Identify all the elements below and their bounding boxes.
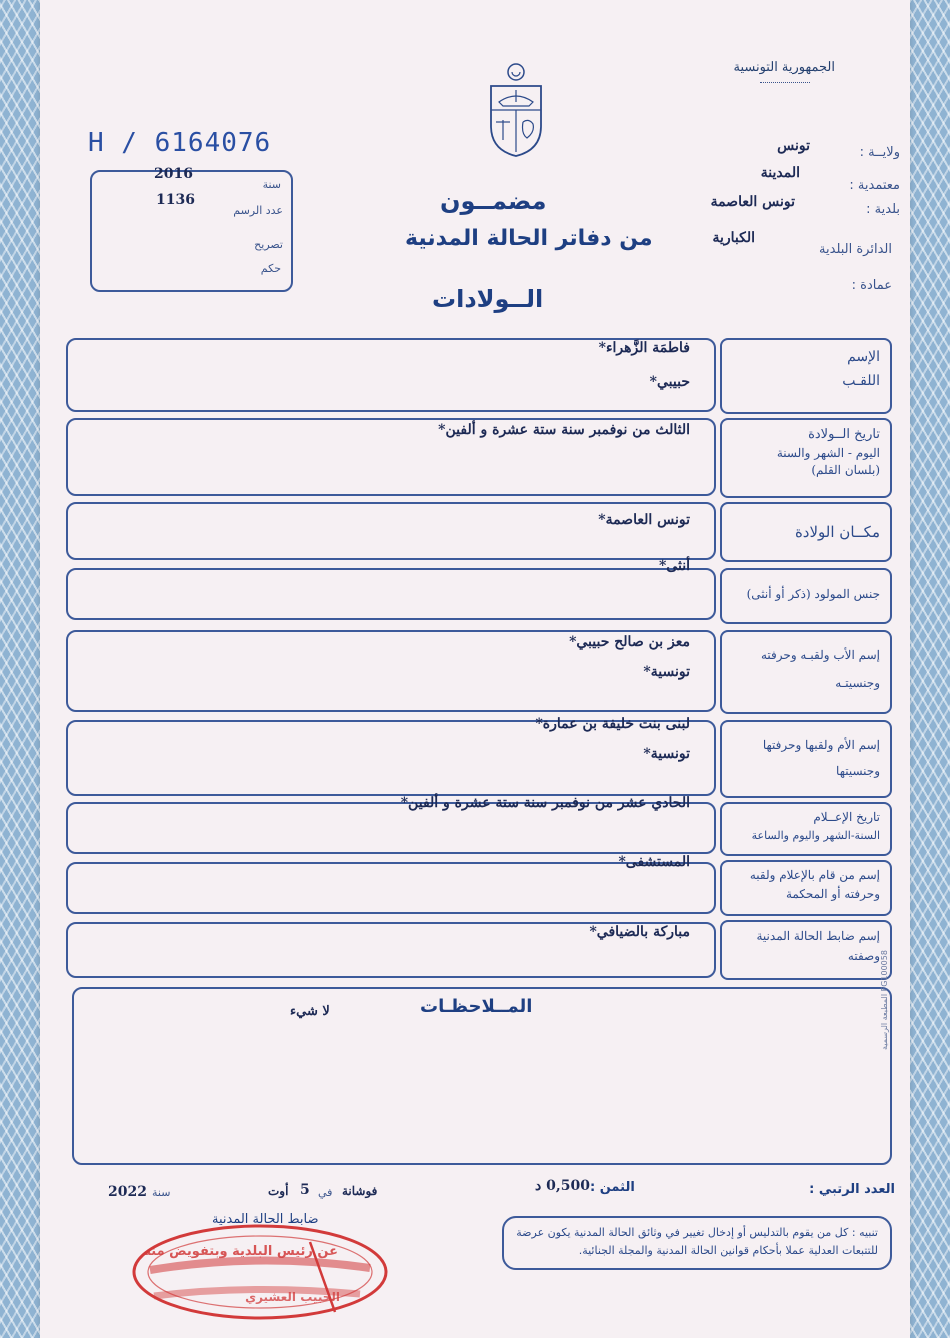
title-extract: مضمــون xyxy=(440,187,547,215)
left-guilloche-border xyxy=(0,0,44,1338)
value-surname: حبيبي* xyxy=(649,374,690,390)
wilaya-value: تونس xyxy=(777,138,810,154)
footer-day: 5 xyxy=(300,1182,310,1198)
register-year-value: 2016 xyxy=(154,166,193,182)
value-mother-name: لبنى بنت خليفة بن عمارة* xyxy=(535,716,690,732)
label-birthdate-format: اليوم - الشهر والسنة xyxy=(776,445,880,460)
value-mother-nationality: تونسية* xyxy=(643,746,690,762)
register-declaration-label: تصريح xyxy=(254,238,283,251)
legal-warning-box xyxy=(502,1216,892,1270)
value-declaration-date: الحادي عشر من نوفمبر سنة ستة عشرة و ألفين* xyxy=(400,795,690,811)
label-father-nationality: وجنسيتـه xyxy=(835,675,880,690)
label-officer: إسم ضابط الحالة المدنية xyxy=(756,929,880,943)
register-number-value: 1136 xyxy=(156,192,195,208)
footer-price-value: 0,500 د xyxy=(535,1178,590,1194)
footer-officer-label: ضابط الحالة المدنية xyxy=(212,1212,319,1227)
value-father-nationality: تونسية* xyxy=(643,664,690,680)
label-surname: اللقـب xyxy=(842,372,880,389)
notes-title: المــلاحظـات xyxy=(420,996,533,1017)
daira-value: الكبارية xyxy=(712,230,755,246)
label-birthplace: مكــان الولادة xyxy=(794,523,880,541)
footer-price-label: الثمن : xyxy=(590,1180,635,1195)
footer-in-label: في xyxy=(318,1186,333,1199)
daira-label: الدائرة البلدية xyxy=(819,242,892,257)
register-box xyxy=(90,166,293,292)
row-declaration-date-label-box xyxy=(720,802,892,856)
register-number-label: عدد الرسم xyxy=(233,204,283,217)
notes-value: لا شيء xyxy=(290,1004,330,1019)
label-declarant: إسم من قام بالإعلام ولقبه xyxy=(749,868,880,882)
value-birthplace: تونس العاصمة* xyxy=(598,512,690,528)
label-father: إسم الأب ولقبـه وحرفته xyxy=(760,648,880,662)
row-birthplace-value-box xyxy=(66,502,716,560)
baladia-value: تونس العاصمة xyxy=(710,194,795,210)
moatamadia-label: معتمدية : xyxy=(849,178,900,193)
omada-label: عمادة : xyxy=(851,278,892,293)
row-mother-label-box xyxy=(720,720,892,798)
row-declarant-label-box xyxy=(720,860,892,916)
value-birthdate: الثالث من نوفمبر سنة ستة عشرة و ألفين* xyxy=(438,422,690,438)
title-births: الــولادات xyxy=(432,285,544,313)
label-sex: جنس المولود (ذكر أو أنثى) xyxy=(746,587,880,601)
label-mother-nationality: وجنسيتها xyxy=(836,764,880,779)
label-declaration-date-format: السنة-الشهر واليوم والساعة xyxy=(751,828,880,842)
label-officer-title: وصفته xyxy=(847,949,880,964)
register-judgment-label: حكم xyxy=(260,262,281,275)
row-officer-label-box xyxy=(720,920,892,980)
row-name-label-box xyxy=(720,338,892,414)
serial-number: H / 6164076 xyxy=(88,128,272,158)
print-code: المطبعة الرسمية FG100058 xyxy=(880,950,889,1050)
tunisia-emblem-icon xyxy=(485,62,547,158)
wilaya-label: ولايــة : xyxy=(859,145,900,160)
label-declarant-profession: وحرفته أو المحكمة xyxy=(785,887,880,902)
stamp-line-1: عن رئيس البلدية وبتفويض منه xyxy=(143,1244,338,1259)
row-father-label-box xyxy=(720,630,892,714)
republic-underline-dots xyxy=(760,82,810,83)
value-sex: أنثى* xyxy=(658,558,690,574)
label-birthdate: تاريخ الــولادة xyxy=(808,427,880,442)
value-officer: مباركة بالضيافي* xyxy=(589,924,690,940)
row-birthplace-label-box xyxy=(720,502,892,562)
moatamadia-value: المدينة xyxy=(760,165,800,181)
value-father-name: معز بن صالح حبيبي* xyxy=(569,634,690,650)
footer-month: أوت xyxy=(268,1184,289,1198)
municipal-stamp-icon xyxy=(130,1222,390,1322)
row-sex-value-box xyxy=(66,568,716,620)
title-from-registers: من دفاتر الحالة المدنية xyxy=(405,226,653,251)
label-birthdate-inwords: (بلسان القلم) xyxy=(811,463,880,478)
baladia-label: بلدية : xyxy=(866,202,900,217)
label-mother: إسم الأم ولقبها وحرفتها xyxy=(762,738,880,752)
right-guilloche-border xyxy=(906,0,950,1338)
row-birthdate-label-box xyxy=(720,418,892,498)
label-declaration-date: تاريخ الإعــلام xyxy=(813,810,880,824)
register-year-label: سنة xyxy=(262,178,281,191)
label-first-name: الإسم xyxy=(847,349,880,365)
stamp-line-2: الحبيب العشيري xyxy=(245,1290,340,1304)
footer-year: 2022 xyxy=(108,1184,147,1200)
footer-serial-label: العدد الرتبي : xyxy=(809,1182,895,1197)
value-declarant: المستشفى* xyxy=(618,854,690,870)
row-sex-label-box xyxy=(720,568,892,624)
legal-warning-text: تنبيه : كل من يقوم بالتدليس أو إدخال تغيير في وثائق الحالة المدنية يكون عرضة للتتبعات العدلية عملا بأحكام قوانين الحالة المدنية والمجلة الجنائية. xyxy=(516,1226,878,1257)
footer-year-label: سنة xyxy=(152,1186,171,1199)
republic-title: الجمهورية التونسية xyxy=(733,60,835,75)
footer-place: فوشانة xyxy=(342,1184,378,1198)
value-first-name: فاطمَة الزَّهراء* xyxy=(598,340,690,356)
